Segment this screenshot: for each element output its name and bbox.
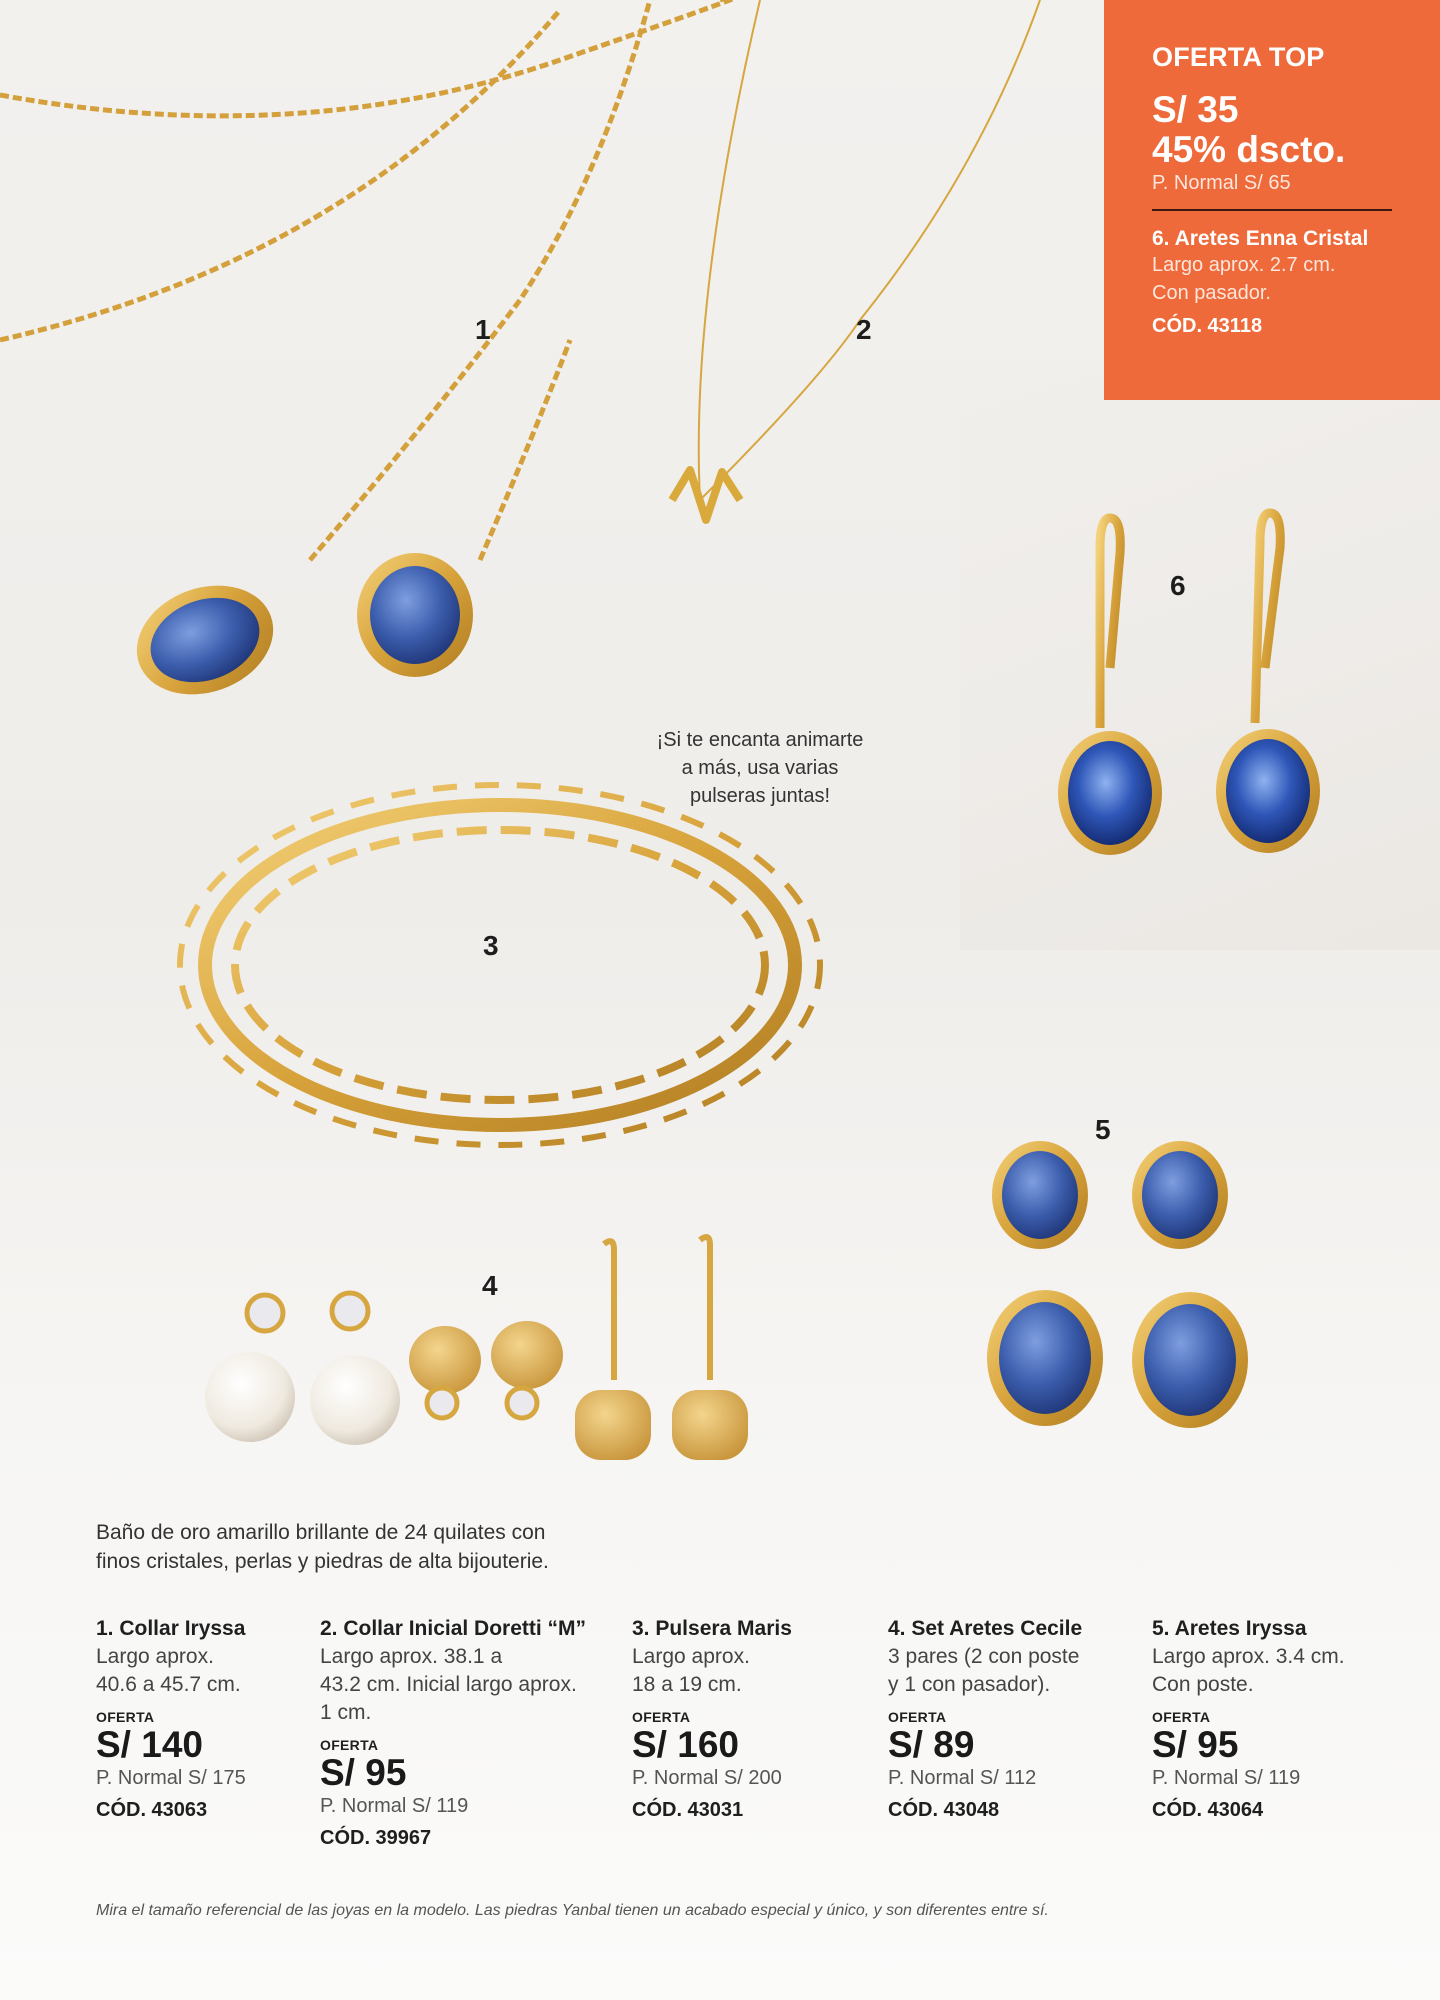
product-code: CÓD. 43031 xyxy=(632,1799,744,1821)
offer-code: CÓD. 43118 xyxy=(1152,314,1263,337)
product-desc: 43.2 cm. Inicial largo aprox. xyxy=(320,1673,577,1696)
product-desc: 40.6 a 45.7 cm. xyxy=(96,1673,241,1696)
tip-line-2: a más, usa varias xyxy=(681,757,839,779)
product-code: CÓD. 43064 xyxy=(1152,1799,1264,1821)
offer-label: OFERTA xyxy=(1152,1709,1211,1725)
product-set-aretes-cecile xyxy=(888,1614,1138,1822)
offer-divider xyxy=(1152,209,1392,211)
product-collar-iryssa xyxy=(96,1614,306,1822)
offer-top-box xyxy=(1104,0,1440,400)
product-name: 4. Set Aretes Cecile xyxy=(888,1617,1083,1640)
set-aretes-cecile-image xyxy=(205,1237,748,1460)
footnote: Mira el tamaño referencial de las joyas en la modelo. Las piedras Yanbal tienen un acabado especial y único, y son diferentes entre sí. xyxy=(96,1902,1049,1919)
item-number-1: 1 xyxy=(475,314,491,345)
offer-label: OFERTA xyxy=(632,1709,691,1725)
offer-price: S/ 35 xyxy=(1152,89,1239,130)
item-number-2: 2 xyxy=(856,314,872,345)
collar-iryssa-pendants xyxy=(121,553,473,713)
product-price: S/ 95 xyxy=(320,1752,407,1793)
product-normal-price: P. Normal S/ 112 xyxy=(888,1767,1037,1789)
product-price: S/ 140 xyxy=(96,1724,203,1765)
item-number-6: 6 xyxy=(1170,570,1186,601)
product-desc: 3 pares (2 con poste xyxy=(888,1645,1080,1668)
product-name: 2. Collar Inicial Doretti “M” xyxy=(320,1617,587,1640)
product-price: S/ 160 xyxy=(632,1724,739,1765)
pulsera-maris-image xyxy=(180,785,820,1145)
tip-line-3: pulseras juntas! xyxy=(689,785,831,807)
product-collar-doretti xyxy=(320,1614,620,1850)
product-aretes-iryssa xyxy=(1152,1614,1402,1822)
product-normal-price: P. Normal S/ 119 xyxy=(1152,1767,1301,1789)
product-desc: 18 a 19 cm. xyxy=(632,1673,742,1696)
product-name: 3. Pulsera Maris xyxy=(632,1617,792,1640)
product-name: 5. Aretes Iryssa xyxy=(1152,1617,1307,1640)
product-desc: y 1 con pasador). xyxy=(888,1673,1051,1696)
collar-iryssa-image xyxy=(0,0,748,560)
aretes-iryssa-image xyxy=(987,1141,1248,1428)
product-desc: 1 cm. xyxy=(320,1701,372,1724)
aretes-enna-image xyxy=(960,378,1440,950)
item-number-3: 3 xyxy=(483,930,499,961)
offer-label: OFERTA xyxy=(320,1737,379,1753)
offer-desc-2: Con pasador. xyxy=(1152,281,1271,304)
product-price: S/ 89 xyxy=(888,1724,975,1765)
product-desc: Largo aprox. 38.1 a xyxy=(320,1645,503,1668)
offer-discount: 45% dscto. xyxy=(1152,128,1346,170)
offer-product-name: 6. Aretes Enna Cristal xyxy=(1152,226,1369,250)
product-normal-price: P. Normal S/ 119 xyxy=(320,1795,469,1817)
item-number-5: 5 xyxy=(1095,1114,1111,1145)
product-desc: Largo aprox. xyxy=(96,1645,214,1668)
product-desc: Con poste. xyxy=(1152,1673,1254,1696)
intro-text xyxy=(96,1518,656,1576)
offer-label: OFERTA xyxy=(888,1709,947,1725)
intro-line-1: Baño de oro amarillo brillante de 24 quilates con xyxy=(96,1521,546,1544)
product-normal-price: P. Normal S/ 200 xyxy=(632,1767,782,1789)
offer-badge: OFERTA TOP xyxy=(1152,42,1325,72)
offer-desc-1: Largo aprox. 2.7 cm. xyxy=(1152,253,1336,276)
product-name: 1. Collar Iryssa xyxy=(96,1617,246,1640)
item-number-4: 4 xyxy=(482,1270,498,1301)
product-code: CÓD. 43063 xyxy=(96,1799,208,1821)
bracelet-tip xyxy=(620,726,900,810)
aretes-enna-panel xyxy=(960,378,1440,950)
tip-line-1: ¡Si te encanta animarte xyxy=(656,729,864,751)
offer-label: OFERTA xyxy=(96,1709,155,1725)
product-code: CÓD. 43048 xyxy=(888,1799,1000,1821)
product-price: S/ 95 xyxy=(1152,1724,1239,1765)
offer-normal-price: P. Normal S/ 65 xyxy=(1152,171,1291,194)
product-normal-price: P. Normal S/ 175 xyxy=(96,1767,246,1789)
product-desc: Largo aprox. 3.4 cm. xyxy=(1152,1645,1345,1668)
product-pulsera-maris xyxy=(632,1614,862,1822)
intro-line-2: finos cristales, perlas y piedras de alta bijouterie. xyxy=(96,1550,549,1573)
product-desc: Largo aprox. xyxy=(632,1645,750,1668)
product-code: CÓD. 39967 xyxy=(320,1827,432,1849)
